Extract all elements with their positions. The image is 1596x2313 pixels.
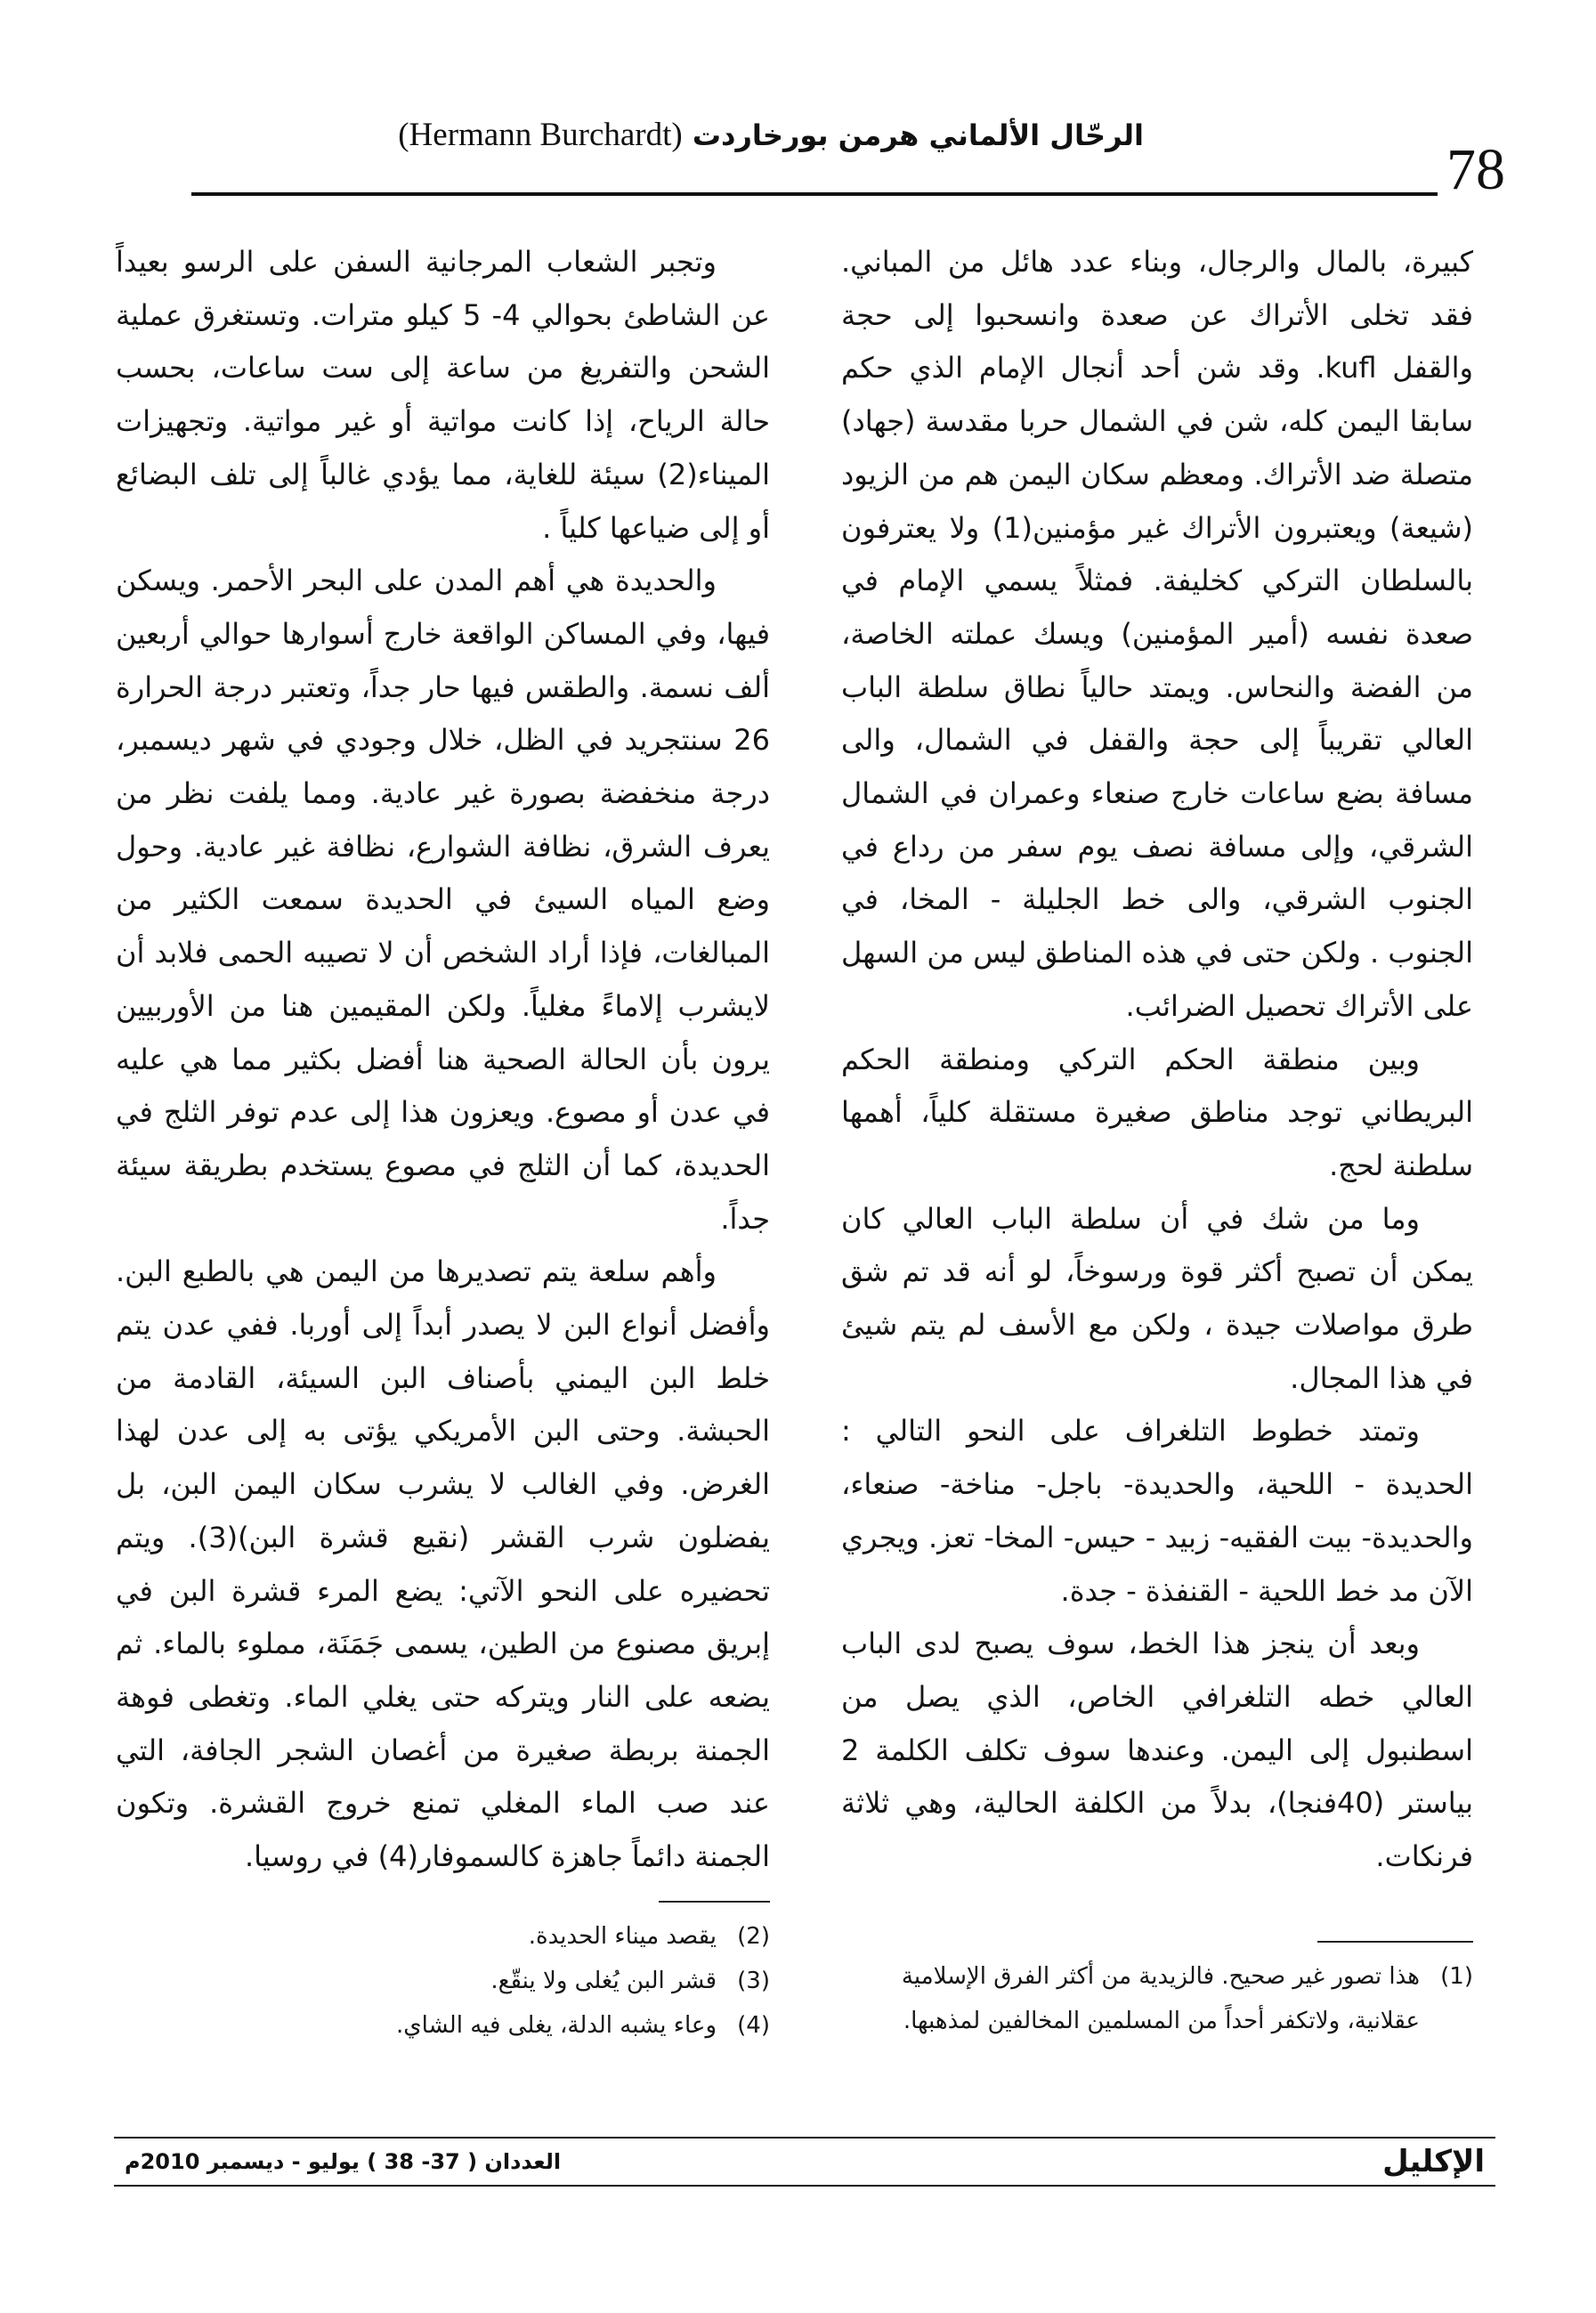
footnote bbox=[320, 1959, 770, 2003]
footnote bbox=[320, 2003, 770, 2048]
footnote bbox=[320, 1914, 770, 1959]
paragraph: وبعد أن ينجز هذا الخط، سوف يصبح لدى الباب العالي خطه التلغرافي الخاص، الذي يصل من اسطنبول إلى اليمن. وعندها سوف تكلف الكلمة 2 بياستر (40فنجا)، بدلاً من الكلفة الحالية، وهي ثلاثة فرنكات. bbox=[841, 1627, 1474, 1874]
footnote-text: قشر البن يُغلى ولا ينقّع. bbox=[490, 1968, 717, 1994]
footnote-text: يقصد ميناء الحديدة. bbox=[528, 1923, 717, 1950]
right-column bbox=[841, 236, 1473, 1884]
footnote-rule bbox=[659, 1901, 770, 1903]
running-title bbox=[398, 116, 1144, 154]
paragraph: وأهم سلعة يتم تصديرها من اليمن هي بالطبع البن. وأفضل أنواع البن لا يصدر أبداً إلى أوربا. ففي عدن يتم خلط البن اليمني بأصناف البن السيئة، القادمة من الحبشة. وحتى البن الأمريكي يؤتى به إلى عدن لهذا الغرض. وفي الغالب لا يشرب سكان اليمن البن، بل يفضلون شرب القشر (نقيع قشرة البن)(3). ويتم تحضيره على النحو الآتي: يضع المرء قشرة البن في إبريق مصنوع من الطين، يسمى جَمَنَة، مملوء بالماء. ثم يضعه على النار ويتركه حتى يغلي الماء. وتغطى فوهة الجمنة بربطة صغيرة من أغصان الشجر الجافة، التي عند صب الماء المغلي تمنع خروج القشرة. وتكون الجمنة دائماً جاهزة كالسموفار(4) في روسيا. bbox=[116, 1254, 771, 1874]
footer-rule-bottom bbox=[114, 2185, 1495, 2187]
footnote-text: هذا تصور غير صحيح. فالزيدية من أكثر الفرق الإسلامية عقلانية، ولاتكفر أحداً من المسلمين المخالفين لمذهبها. bbox=[901, 1963, 1420, 2034]
running-title-arabic: الرحّال الألماني هرمن بورخاردت bbox=[692, 118, 1144, 152]
page-number: 78 bbox=[1446, 137, 1505, 202]
footnote-number: (3) bbox=[737, 1968, 770, 1994]
left-column bbox=[116, 236, 770, 1884]
paragraph: وتجبر الشعاب المرجانية السفن على الرسو بعيداً عن الشاطئ بحوالي 4- 5 كيلو مترات. وتستغرق عملية الشحن والتفريغ من ساعة إلى ست ساعات، بحسب حالة الرياح، إذا كانت مواتية أو غير مواتية. وتجهيزات الميناء(2) سيئة للغاية، مما يؤدي غالباً إلى تلف البضائع أو إلى ضياعها كلياً . bbox=[116, 245, 771, 545]
footnote-number: (2) bbox=[737, 1923, 770, 1950]
footnote bbox=[841, 1954, 1473, 2043]
running-title-latin: (Hermann Burchardt) bbox=[398, 117, 683, 153]
footer-bar bbox=[114, 2139, 1495, 2184]
footnotes-left bbox=[320, 1914, 770, 2048]
paragraph: والحديدة هي أهم المدن على البحر الأحمر. ويسكن فيها، وفي المساكن الواقعة خارج أسوارها حوالي أربعين ألف نسمة. والطقس فيها حار جداً، وتعتبر درجة الحرارة 26 سنتجريد في الظل، خلال وجودي في شهر ديسمبر، درجة منخفضة بصورة غير عادية. ومما يلفت نظر من يعرف الشرق، نظافة الشوارع، نظافة غير عادية. وحول وضع المياه السيئ في الحديدة سمعت الكثير من المبالغات، فإذا أراد الشخص أن لا تصيبه الحمى فلابد أن لايشرب إلاماءً مغلياً. ولكن المقيمين هنا من الأوربيين يرون بأن الحالة الصحية هنا أفضل بكثير مما هي عليه في عدن أو مصوع. ويعزون هذا إلى عدم توفر الثلج في الحديدة، كما أن الثلج في مصوع يستخدم بطريقة سيئة جداً. bbox=[116, 564, 770, 1236]
footnote-number: (1) bbox=[1440, 1963, 1473, 1990]
footnotes-right bbox=[841, 1954, 1473, 2043]
paragraph: وبين منطقة الحكم التركي ومنطقة الحكم البريطاني توجد مناطق صغيرة مستقلة كلياً، أهمها سلطنة لحج. bbox=[841, 1042, 1473, 1182]
issue-info: العددان ( 37- 38 ) يوليو - ديسمبر 2010م bbox=[125, 2149, 562, 2174]
paragraph: وما من شك في أن سلطة الباب العالي كان يمكن أن تصبح أكثر قوة ورسوخاً، لو أنه قد تم شق طرق مواصلات جيدة ، ولكن مع الأسف لم يتم شيئ في هذا المجال. bbox=[841, 1201, 1473, 1395]
header-rule bbox=[191, 192, 1438, 196]
footnote-text: وعاء يشبه الدلة، يغلى فيه الشاي. bbox=[396, 2012, 717, 2039]
footer-rule-top bbox=[114, 2137, 1495, 2139]
paragraph: كبيرة، بالمال والرجال، وبناء عدد هائل من المباني. فقد تخلى الأتراك عن صعدة وانسحبوا إلى حجة والقفل kufl. وقد شن أحد أنجال الإمام الذي حكم سابقا اليمن كله، شن في الشمال حربا مقدسة (جهاد) متصلة ضد الأتراك. ومعظم سكان اليمن هم من الزيود (شيعة) ويعتبرون الأتراك غير مؤمنين(1) ولا يعترفون بالسلطان التركي كخليفة. فمثلاً يسمي الإمام في صعدة نفسه (أمير المؤمنين) ويسك عملته الخاصة، من الفضة والنحاس. ويمتد حالياً نطاق سلطة الباب العالي تقريباً إلى حجة والقفل في الشمال، والى مسافة بضع ساعات خارج صنعاء وعمران في الشمال الشرقي، وإلى مسافة نصف يوم سفر من رداع في الجنوب الشرقي، والى خط الجليلة - المخا، في الجنوب . ولكن حتى في هذه المناطق ليس من السهل على الأتراك تحصيل الضرائب. bbox=[841, 245, 1474, 1023]
footnote-number: (4) bbox=[737, 2012, 770, 2039]
journal-name: الإكليل bbox=[1382, 2144, 1485, 2179]
paragraph: وتمتد خطوط التلغراف على النحو التالي : الحديدة - اللحية، والحديدة- باجل- مناخة- صنعاء، والحديدة- بيت الفقيه- زبيد - حيس- المخا- تعز. ويجري الآن مد خط اللحية - القنفذة - جدة. bbox=[841, 1414, 1473, 1608]
footnote-rule bbox=[1317, 1941, 1473, 1943]
